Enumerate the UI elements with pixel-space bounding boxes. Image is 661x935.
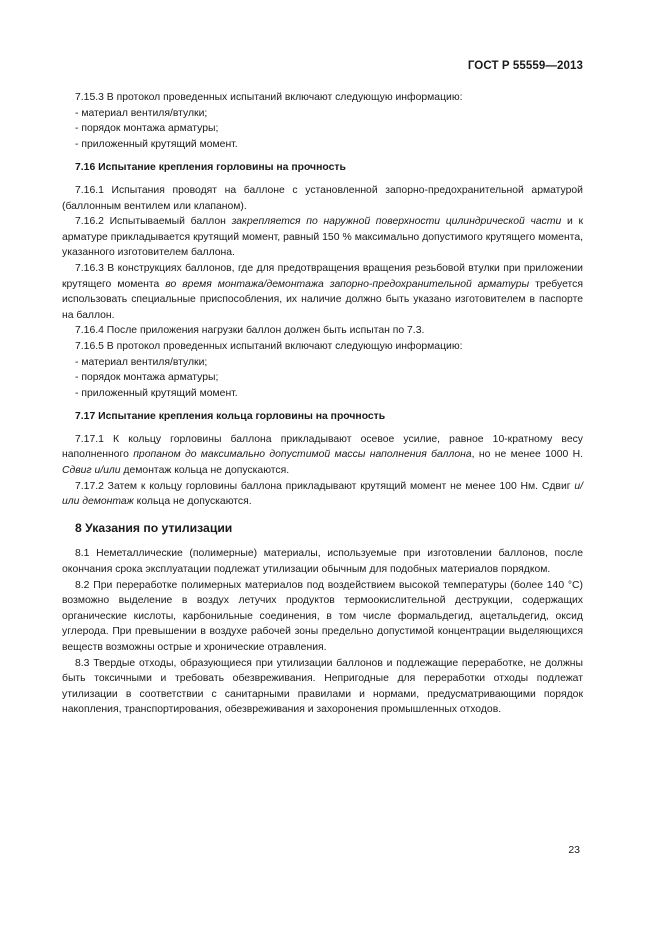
list-item: - материал вентиля/втулки; bbox=[75, 107, 208, 119]
section-heading-7-17: 7.17 Испытание крепления кольца горловины на прочность bbox=[75, 411, 386, 423]
list-item: - материал вентиля/втулки; bbox=[75, 356, 208, 368]
standard-header: ГОСТ Р 55559—2013 bbox=[467, 60, 583, 72]
list-item: - приложенный крутящий момент. bbox=[75, 387, 238, 399]
paragraph-7-16-1: 7.16.1 Испытания проводят на баллоне с установленной запорно-предохранительной арматурой (баллонным вентилем или клапаном). bbox=[62, 184, 583, 212]
paragraph-8-2: 8.2 При переработке полимерных материалов под воздействием высокой температуры (более 140 °С) возможно выделение в воздух летучих продуктов термоокислительной деструкции, содержащих органические кислоты, карбонильные соединения, в том числе формальдегид, ацетальдегид, оксид углерода. При превышении в воздухе рабочей зоны предельно допустимой концентрации выделяющихся веществ возможны острые и хронические отравления. bbox=[62, 579, 583, 653]
paragraph-7-15-3: 7.15.3 В протокол проведенных испытаний включают следующую информацию: bbox=[75, 92, 463, 103]
paragraph-7-16-5: 7.16.5 В протокол проведенных испытаний включают следующую информацию: bbox=[75, 340, 463, 352]
list-item: - порядок монтажа арматуры; bbox=[75, 372, 219, 384]
paragraph-7-16-4: 7.16.4 После приложения нагрузки баллон должен быть испытан по 7.3. bbox=[75, 325, 425, 337]
page-content bbox=[62, 90, 583, 718]
paragraph-7-17-1: 7.17.1 К кольцу горловины баллона прикладывают осевое усилие, равное 10-кратному весу наполненного пропаном до максимально допустимой массы наполнения баллона, но не менее 1000 Н. Сдвиг и/или демонтаж кольца не допускаются. bbox=[62, 433, 583, 477]
list-item: - порядок монтажа арматуры; bbox=[75, 123, 219, 135]
paragraph-8-1: 8.1 Неметаллические (полимерные) материалы, используемые при изготовлении баллонов, после окончания срока эксплуатации подлежат утилизации обычным для подобных материалов порядком. bbox=[62, 548, 583, 576]
paragraph-8-3: 8.3 Твердые отходы, образующиеся при утилизации баллонов и подлежащие переработке, не должны быть токсичными и требовать обезвреживания. Непригодные для переработки отходы подлежат утилизации в соответствии с санитарными правилами и нормами, предусматривающими порядок накопления, транспортирования, обезвреживания и захоронения промышленных отходов. bbox=[62, 657, 583, 716]
paragraph-7-16-3: 7.16.3 В конструкциях баллонов, где для предотвращения вращения резьбовой втулки при приложении крутящего момента во время монтажа/демонтажа запорно-предохранительной арматуры требуется использовать специальные приспособления, их наличие должно быть указано изготовителем в паспорте на баллон. bbox=[62, 262, 583, 321]
section-heading-8: 8 Указания по утилизации bbox=[75, 520, 233, 535]
paragraph-7-17-2: 7.17.2 Затем к кольцу горловины баллона прикладывают крутящий момент не менее 100 Нм. Сдвиг и/или демонтаж кольца не допускаются. bbox=[62, 480, 583, 508]
list-item: - приложенный крутящий момент. bbox=[75, 138, 238, 150]
page-number: 23 bbox=[568, 844, 580, 856]
paragraph-7-16-2: 7.16.2 Испытываемый баллон закрепляется по наружной поверхности цилиндрической части и к арматуре прикладывается крутящий момент, равный 150 % максимально допустимого крутящего момента, указанного изготовителем баллона. bbox=[62, 216, 584, 259]
section-heading-7-16: 7.16 Испытание крепления горловины на прочность bbox=[75, 162, 346, 174]
